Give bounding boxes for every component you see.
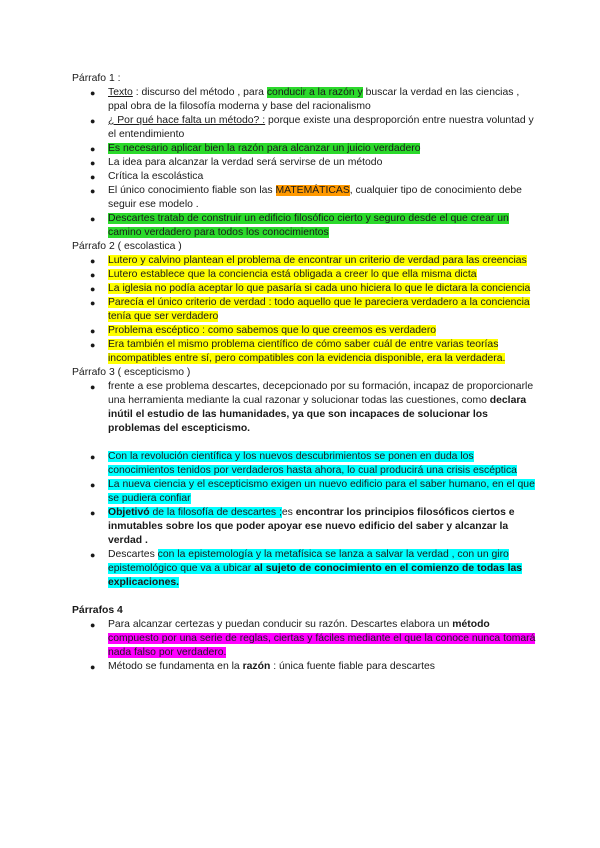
highlight-cyan: Objetivó <box>108 507 150 518</box>
bullet-icon: ● <box>90 382 96 392</box>
list-item: ● Para alcanzar certezas y puedan conducir su razón. Descartes elabora un método compuesto por una serie de reglas, ciertas y fáciles mediante el que la conoce nunca tomará nada falso por verdadero. <box>90 619 536 658</box>
highlight-yellow: La iglesia no podía aceptar lo que pasaría si cada uno hiciera lo que le dictara la conciencia <box>108 283 531 294</box>
bullet-icon: ● <box>90 256 96 266</box>
bullet-icon: ● <box>90 116 96 126</box>
section-4-list <box>72 618 536 674</box>
bullet-icon: ● <box>90 172 96 182</box>
bullet-icon: ● <box>90 340 96 350</box>
list-item <box>90 268 536 282</box>
section-3-list-continued <box>72 450 536 590</box>
bullet-icon: ● <box>90 144 96 154</box>
highlight-yellow: Parecía el único criterio de verdad : todo aquello que le pareciera verdadero a la conciencia tenía que ser verdadero <box>108 297 530 322</box>
list-item <box>90 282 536 296</box>
list-item: ● El único conocimiento fiable son las MATEMÁTICAS, cualquier tipo de conocimiento debe seguir ese modelo . <box>90 185 522 210</box>
list-item <box>90 212 536 240</box>
list-item: ● Método se fundamenta en la razón : única fuente fiable para descartes <box>90 661 435 672</box>
bullet-icon: ● <box>90 480 96 490</box>
blank-line <box>72 436 536 450</box>
section-3-list <box>72 380 536 436</box>
bullet-icon: ● <box>90 284 96 294</box>
list-item <box>90 324 536 338</box>
highlight-orange: MATEMÁTICAS <box>275 185 350 196</box>
bullet-icon: ● <box>90 270 96 280</box>
highlight-yellow: Lutero y calvino plantean el problema de encontrar un criterio de verdad para las creencias <box>108 255 527 266</box>
bullet-icon: ● <box>90 214 96 224</box>
list-item <box>90 296 536 324</box>
bullet-icon: ● <box>90 550 96 560</box>
highlight-yellow: Problema escéptico : como sabemos que lo que creemos es verdadero <box>108 325 437 336</box>
section-1-list <box>72 86 536 240</box>
list-item <box>90 478 536 506</box>
bullet-icon: ● <box>90 662 96 672</box>
highlight-magenta: compuesto por una serie de reglas, ciertas y fáciles mediante el que la conoce nunca tomará nada falso por verdadero. <box>108 633 536 658</box>
highlight-green: Es necesario aplicar bien la razón para alcanzar un juicio verdadero <box>108 143 421 154</box>
highlight-cyan: La nueva ciencia y el escepticismo exigen un nuevo edificio para el saber humano, en el que se pudiera confiar <box>108 479 535 504</box>
list-item: ● Objetivó de la filosofía de descartes ;es encontrar los principios filosóficos ciertos e inmutables sobre los que poder apoyar ese nuevo edificio del saber y alcanzar la verdad . <box>90 507 515 546</box>
list-item: ● Descartes con la epistemología y la metafísica se lanza a salvar la verdad , con un giro epistemológico que va a ubicar al sujeto de conocimiento en el comienzo de todas las explicaciones. <box>90 549 523 588</box>
bullet-icon: ● <box>90 158 96 168</box>
section-2-list <box>72 254 536 366</box>
blank-line <box>72 590 536 604</box>
bullet-icon: ● <box>90 298 96 308</box>
bullet-icon: ● <box>90 186 96 196</box>
highlight-yellow: Lutero establece que la conciencia está obligada a creer lo que ella misma dicta <box>108 269 477 280</box>
highlight-cyan: con la epistemología y la metafísica se lanza a salvar la verdad , con un giro epistemológico que va a ubicar <box>108 549 509 574</box>
highlight-green: Descartes tratab de construir un edificio filosófico cierto y seguro desde el que crear un camino verdadero para todos los conocimientos <box>108 213 509 238</box>
list-item: ● Crítica la escolástica <box>90 171 204 182</box>
bullet-icon: ● <box>90 452 96 462</box>
section-heading-2: Párrafo 2 ( escolastica ) <box>72 241 182 252</box>
highlight-cyan: Con la revolución científica y los nuevos descubrimientos se ponen en duda los conocimientos tenidos por verdaderos hasta ahora, lo cual producirá una crisis escéptica <box>108 451 517 476</box>
bullet-icon: ● <box>90 326 96 336</box>
list-item: ● frente a ese problema descartes, decepcionado por su formación, incapaz de proporcionarle una herramienta mediante la cual razonar y solucionar todas las cuestiones, como declara inútil el estudio de las humanidades, ya que son incapaces de solucionar los problemas del escepticismo. <box>90 381 534 434</box>
section-heading-3: Párrafo 3 ( escepticismo ) <box>72 367 191 378</box>
bullet-icon: ● <box>90 508 96 518</box>
highlight-green: conducir a la razón y <box>266 87 363 98</box>
list-item: ● ¿ Por qué hace falta un método? : porque existe una desproporción entre nuestra voluntad y el entendimiento <box>90 115 534 140</box>
list-item: ● Texto : discurso del método , para conducir a la razón y buscar la verdad en las ciencias , ppal obra de la filosofía moderna y base del racionalismo <box>90 87 520 112</box>
section-heading-1: Párrafo 1 : <box>72 73 121 84</box>
bullet-icon: ● <box>90 88 96 98</box>
list-item <box>90 142 536 156</box>
highlight-yellow: Era también el mismo problema científico de cómo saber cuál de entre varias teorías incompatibles entre sí, pero compatibles con la evidencia disponible, era la verdadera. <box>108 339 506 364</box>
bullet-icon: ● <box>90 620 96 630</box>
list-item <box>90 450 536 478</box>
list-item <box>90 338 536 366</box>
section-heading-4: Párrafos 4 <box>72 605 123 616</box>
list-item <box>90 254 536 268</box>
list-item: ● La idea para alcanzar la verdad será servirse de un método <box>90 157 383 168</box>
